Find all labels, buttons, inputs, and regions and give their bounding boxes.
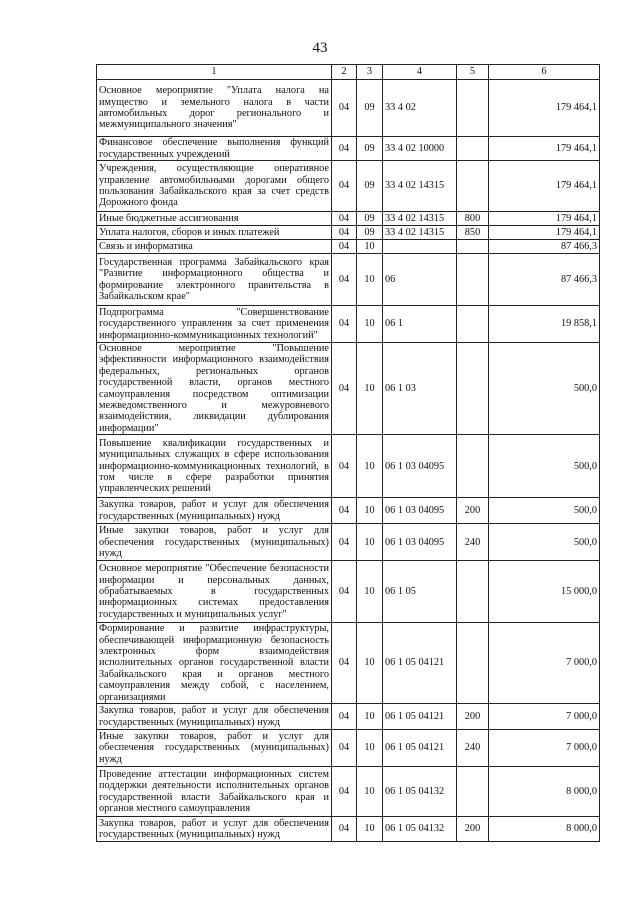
row-expense-type: 200 (457, 817, 489, 842)
col-header-expense-type: 5 (457, 65, 489, 80)
row-target-article: 06 1 05 04121 (383, 623, 457, 704)
row-name: Основное мероприятие "Уплата налога на имущество и земельного налога в части автомобильных дорог регионального и межмуниципального значения" (97, 80, 332, 137)
table-row (97, 730, 600, 767)
row-target-article: 33 4 02 (383, 80, 457, 137)
row-target-article: 33 4 02 14315 (383, 226, 457, 240)
row-section: 04 (332, 498, 357, 524)
row-target-article: 06 1 03 04095 (383, 435, 457, 498)
row-subsection: 10 (357, 254, 383, 306)
col-header-section: 2 (332, 65, 357, 80)
row-section: 04 (332, 212, 357, 226)
row-expense-type: 850 (457, 226, 489, 240)
row-name: Финансовое обеспечение выполнения функций государственных учреждений (97, 137, 332, 161)
row-name: Основное мероприятие "Повышение эффективности информационного взаимодействия федеральных, региональных органов государственной власти, органов местного самоуправления посредством оптимизации межведомственного и межуровневого взаимодействия, ликвидации дублирования информации" (97, 343, 332, 435)
row-subsection: 10 (357, 730, 383, 767)
row-amount: 500,0 (489, 435, 600, 498)
row-name: Проведение аттестации информационных систем поддержки деятельности исполнительных органов государственной власти Забайкальского края и органов местного самоуправления (97, 767, 332, 817)
table-row (97, 240, 600, 254)
row-section: 04 (332, 767, 357, 817)
row-expense-type: 200 (457, 498, 489, 524)
row-amount: 500,0 (489, 524, 600, 561)
row-subsection: 09 (357, 137, 383, 161)
table-row (97, 498, 600, 524)
row-expense-type: 200 (457, 704, 489, 730)
row-expense-type: 240 (457, 730, 489, 767)
row-section: 04 (332, 623, 357, 704)
row-section: 04 (332, 817, 357, 842)
budget-table (96, 64, 600, 842)
table-row (97, 767, 600, 817)
row-expense-type: 240 (457, 524, 489, 561)
row-amount: 19 858,1 (489, 306, 600, 343)
row-amount: 7 000,0 (489, 623, 600, 704)
row-name: Иные закупки товаров, работ и услуг для обеспечения государственных (муниципальных) нужд (97, 730, 332, 767)
row-amount: 8 000,0 (489, 817, 600, 842)
row-target-article: 06 (383, 254, 457, 306)
row-section: 04 (332, 80, 357, 137)
row-name: Уплата налогов, сборов и иных платежей (97, 226, 332, 240)
row-subsection: 09 (357, 226, 383, 240)
col-header-target-article: 4 (383, 65, 457, 80)
row-amount: 87 466,3 (489, 240, 600, 254)
table-row (97, 254, 600, 306)
col-header-amount: 6 (489, 65, 600, 80)
col-header-name: 1 (97, 65, 332, 80)
row-amount: 179 464,1 (489, 80, 600, 137)
row-name: Иные бюджетные ассигнования (97, 212, 332, 226)
row-amount: 500,0 (489, 343, 600, 435)
row-name: Закупка товаров, работ и услуг для обеспечения государственных (муниципальных) нужд (97, 498, 332, 524)
row-amount: 7 000,0 (489, 730, 600, 767)
row-name: Повышение квалификации государственных и муниципальных служащих в сфере использования информационно-коммуникационных технологий, в том числе в сфере разработки принятия управленческих решений (97, 435, 332, 498)
table-row (97, 226, 600, 240)
table-row (97, 623, 600, 704)
row-section: 04 (332, 435, 357, 498)
row-section: 04 (332, 306, 357, 343)
row-target-article: 06 1 05 04132 (383, 817, 457, 842)
row-name: Учреждения, осуществляющие оперативное управление автомобильными дорогами общего пользования Забайкальского края за счет средств Дорожного фонда (97, 161, 332, 212)
table-row (97, 161, 600, 212)
table-row (97, 306, 600, 343)
row-subsection: 10 (357, 524, 383, 561)
table-row (97, 817, 600, 842)
table-row (97, 524, 600, 561)
row-expense-type (457, 161, 489, 212)
row-subsection: 10 (357, 623, 383, 704)
row-section: 04 (332, 254, 357, 306)
row-name: Государственная программа Забайкальского края "Развитие информационного общества и формирование электронного правительства в Забайкальском крае" (97, 254, 332, 306)
row-amount: 179 464,1 (489, 137, 600, 161)
row-amount: 15 000,0 (489, 561, 600, 623)
col-header-subsection: 3 (357, 65, 383, 80)
row-subsection: 09 (357, 212, 383, 226)
row-subsection: 10 (357, 306, 383, 343)
table-header-row (97, 65, 600, 80)
table-row (97, 561, 600, 623)
row-subsection: 10 (357, 561, 383, 623)
row-subsection: 10 (357, 435, 383, 498)
row-expense-type (457, 80, 489, 137)
row-target-article: 06 1 03 04095 (383, 524, 457, 561)
row-expense-type (457, 343, 489, 435)
row-subsection: 09 (357, 80, 383, 137)
row-section: 04 (332, 561, 357, 623)
page-number: 43 (312, 40, 328, 56)
row-amount: 179 464,1 (489, 161, 600, 212)
table-row (97, 80, 600, 137)
row-expense-type: 800 (457, 212, 489, 226)
row-subsection: 09 (357, 161, 383, 212)
row-amount: 8 000,0 (489, 767, 600, 817)
table-row (97, 212, 600, 226)
row-amount: 179 464,1 (489, 226, 600, 240)
row-target-article: 33 4 02 14315 (383, 212, 457, 226)
row-section: 04 (332, 730, 357, 767)
table-row (97, 704, 600, 730)
row-name: Закупка товаров, работ и услуг для обеспечения государственных (муниципальных) нужд (97, 704, 332, 730)
row-target-article: 06 1 03 04095 (383, 498, 457, 524)
row-section: 04 (332, 524, 357, 561)
row-expense-type (457, 137, 489, 161)
row-section: 04 (332, 161, 357, 212)
table-row (97, 343, 600, 435)
row-name: Формирование и развитие инфраструктуры, обеспечивающей информационную безопасность электронных форм взаимодействия исполнительных органов государственной власти Забайкальского края и органов местного самоуправления между собой, с населением, организациями (97, 623, 332, 704)
table-row (97, 137, 600, 161)
row-section: 04 (332, 240, 357, 254)
row-target-article: 06 1 05 04121 (383, 730, 457, 767)
row-target-article (383, 240, 457, 254)
row-subsection: 10 (357, 343, 383, 435)
row-target-article: 33 4 02 14315 (383, 161, 457, 212)
row-name: Связь и информатика (97, 240, 332, 254)
row-expense-type (457, 767, 489, 817)
row-expense-type (457, 561, 489, 623)
row-name: Закупка товаров, работ и услуг для обеспечения государственных (муниципальных) нужд (97, 817, 332, 842)
row-section: 04 (332, 226, 357, 240)
row-expense-type (457, 240, 489, 254)
row-target-article: 33 4 02 10000 (383, 137, 457, 161)
row-target-article: 06 1 05 04121 (383, 704, 457, 730)
row-expense-type (457, 254, 489, 306)
row-section: 04 (332, 343, 357, 435)
row-expense-type (457, 306, 489, 343)
row-section: 04 (332, 704, 357, 730)
row-target-article: 06 1 (383, 306, 457, 343)
row-expense-type (457, 435, 489, 498)
row-subsection: 10 (357, 817, 383, 842)
row-name: Иные закупки товаров, работ и услуг для обеспечения государственных (муниципальных) нужд (97, 524, 332, 561)
row-amount: 7 000,0 (489, 704, 600, 730)
row-target-article: 06 1 05 04132 (383, 767, 457, 817)
row-subsection: 10 (357, 767, 383, 817)
row-subsection: 10 (357, 704, 383, 730)
row-amount: 87 466,3 (489, 254, 600, 306)
row-target-article: 06 1 03 (383, 343, 457, 435)
row-subsection: 10 (357, 498, 383, 524)
row-target-article: 06 1 05 (383, 561, 457, 623)
row-amount: 179 464,1 (489, 212, 600, 226)
row-subsection: 10 (357, 240, 383, 254)
row-name: Основное мероприятие "Обеспечение безопасности информации и персональных данных, обрабатываемых в государственных информационных системах предоставления государственных и муниципальных услуг" (97, 561, 332, 623)
row-section: 04 (332, 137, 357, 161)
table-row (97, 435, 600, 498)
row-amount: 500,0 (489, 498, 600, 524)
row-name: Подпрограмма "Совершенствование государственного управления за счет применения информационно-коммуникационных технологий" (97, 306, 332, 343)
row-expense-type (457, 623, 489, 704)
